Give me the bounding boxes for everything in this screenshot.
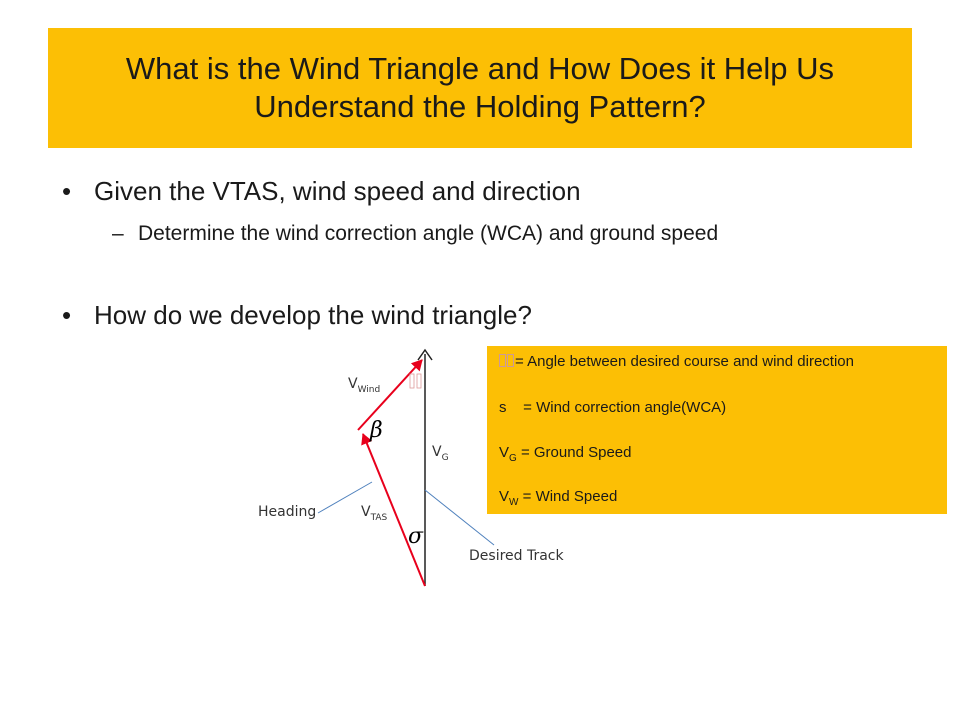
label-v-g-main: V bbox=[432, 444, 442, 460]
legend-row-wind-speed-text: = Wind Speed bbox=[518, 488, 618, 505]
beta-symbol: β bbox=[370, 418, 383, 443]
missing-glyph-icon bbox=[507, 354, 514, 367]
sub-bullet-dash: – bbox=[112, 222, 124, 245]
legend-row-ground-speed-text: = Ground Speed bbox=[516, 444, 632, 461]
label-v-wind-main: V bbox=[348, 376, 358, 392]
label-v-tas bbox=[361, 504, 387, 523]
label-heading: Heading bbox=[258, 504, 317, 520]
legend-box bbox=[487, 346, 947, 514]
bullet-given-text: Given the VTAS, wind speed and direction bbox=[94, 176, 581, 206]
label-v-wind-sub: Wind bbox=[357, 384, 381, 395]
bullet-dot: • bbox=[62, 300, 72, 330]
label-v-tas-sub: TAS bbox=[370, 512, 388, 523]
desired-track-line bbox=[425, 490, 494, 545]
legend-row-wind-speed bbox=[499, 488, 617, 508]
bullet-dot: • bbox=[62, 176, 72, 206]
legend-row-angle bbox=[499, 353, 854, 370]
legend-row-ground-speed-symbol: V bbox=[499, 444, 510, 461]
glyph-placeholder bbox=[417, 374, 421, 388]
missing-glyph-icon bbox=[499, 354, 506, 367]
glyph-placeholder bbox=[410, 374, 414, 388]
bullet-develop-text: How do we develop the wind triangle? bbox=[94, 300, 532, 330]
legend-row-wca-symbol: s bbox=[499, 399, 507, 416]
sub-bullet-determine-text: Determine the wind correction angle (WCA) and ground speed bbox=[138, 222, 719, 245]
legend-row-wind-speed-sub: W bbox=[509, 497, 519, 508]
label-v-tas-main: V bbox=[361, 504, 371, 520]
legend-row-wind-speed-symbol: V bbox=[499, 488, 510, 505]
legend-row-ground-speed bbox=[499, 444, 631, 464]
wind-vector bbox=[358, 360, 422, 430]
label-desired-track: Desired Track bbox=[469, 548, 564, 564]
legend-row-angle-text: = Angle between desired course and wind direction bbox=[515, 353, 854, 370]
legend-row-ground-speed-sub: G bbox=[509, 453, 517, 464]
legend-row-wca bbox=[499, 399, 726, 416]
slide-title: What is the Wind Triangle and How Does it Help Us Understand the Holding Pattern? bbox=[125, 51, 835, 124]
sigma-symbol: σ bbox=[408, 524, 424, 549]
label-v-g-sub: G bbox=[441, 452, 449, 463]
label-v-g bbox=[432, 444, 449, 463]
legend-row-wca-text: = Wind correction angle(WCA) bbox=[523, 399, 727, 416]
label-v-wind bbox=[348, 376, 380, 395]
